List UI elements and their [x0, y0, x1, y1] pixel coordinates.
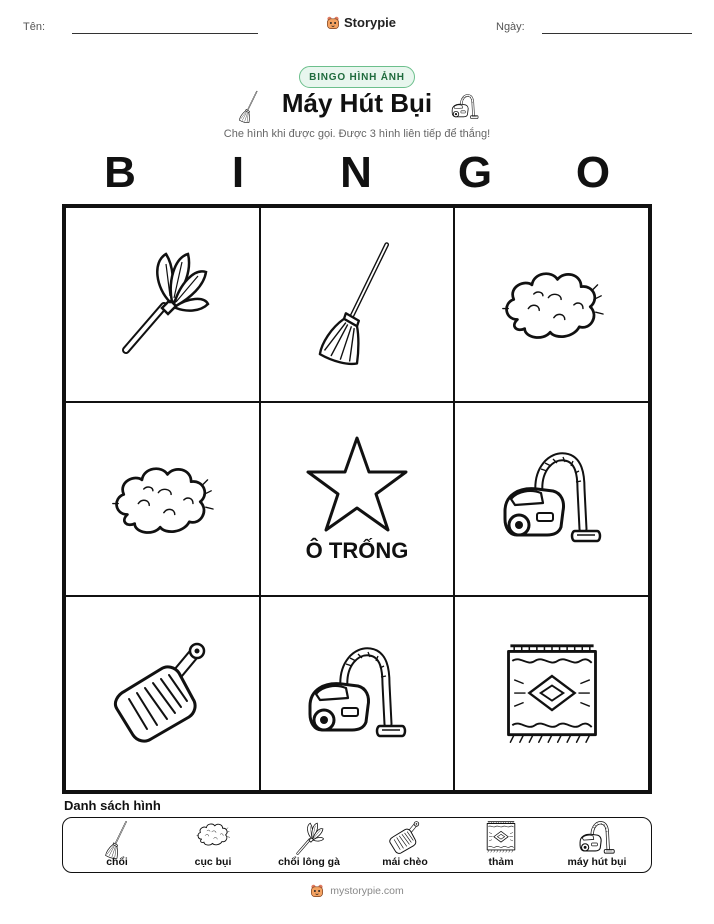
dust-ball-icon: [497, 263, 607, 345]
word-list-title: Danh sách hình: [64, 798, 161, 813]
list-item: [263, 818, 355, 868]
bingo-cell[interactable]: [454, 402, 649, 597]
feather-duster-icon: [293, 820, 325, 858]
instructions: Che hình khi được gọi. Được 3 hình liên tiếp để thắng!: [223, 128, 491, 140]
list-item-label: chổi lông gà: [278, 856, 340, 868]
rug-icon: [483, 820, 519, 854]
feather-duster-icon: [112, 244, 212, 364]
list-item: [71, 818, 163, 868]
bingo-letter-i: I: [231, 148, 245, 197]
bingo-letter-g: G: [457, 148, 493, 197]
page-title: Máy Hút Bụi: [281, 88, 433, 118]
bingo-cell[interactable]: [454, 207, 649, 402]
name-label: Tên:: [23, 21, 46, 33]
list-item: [455, 818, 547, 868]
vacuum-cleaner-icon: [497, 449, 607, 549]
bingo-cell[interactable]: [65, 596, 260, 791]
star-icon: [302, 434, 412, 534]
date-label: Ngày:: [496, 21, 525, 33]
bingo-letter-b: B: [104, 148, 136, 197]
free-space-cell[interactable]: [260, 402, 455, 597]
dustpan-icon: [387, 820, 423, 856]
vacuum-cleaner-icon: [577, 820, 617, 856]
footer-url[interactable]: mystorypie.com: [330, 885, 404, 897]
bingo-cell[interactable]: [65, 402, 260, 597]
list-item-label: mái chèo: [382, 856, 428, 868]
word-list: [62, 817, 652, 873]
bingo-cell[interactable]: [65, 207, 260, 402]
list-item: [167, 818, 259, 868]
list-item-label: máy hút bụi: [567, 856, 627, 868]
bingo-letter-n: N: [340, 148, 372, 197]
dustpan-icon: [107, 639, 217, 749]
brand-name: Storypie: [344, 15, 397, 30]
vacuum-cleaner-icon: [302, 644, 412, 744]
bingo-grid: [62, 204, 652, 794]
broom-icon: [102, 820, 132, 860]
footer: [0, 884, 714, 898]
dust-ball-icon: [107, 458, 217, 540]
vacuum-cleaner-icon: [450, 93, 480, 121]
bingo-cell[interactable]: [454, 596, 649, 791]
mascot-icon: [310, 884, 324, 898]
name-line[interactable]: [72, 33, 258, 34]
broom-icon: [307, 239, 407, 369]
date-line[interactable]: [542, 33, 692, 34]
brand-logo: [326, 15, 396, 30]
mascot-icon: [326, 16, 340, 30]
list-item-label: chổi: [106, 856, 128, 868]
list-item: [359, 818, 451, 868]
bingo-cell[interactable]: [260, 207, 455, 402]
category-tag: BINGO HÌNH ẢNH: [299, 66, 415, 88]
bingo-letter-o: O: [575, 148, 611, 197]
dust-ball-icon: [195, 820, 231, 848]
list-item-label: cục bụi: [194, 856, 232, 868]
list-item: [551, 818, 643, 868]
list-item-label: thảm: [488, 856, 514, 868]
rug-icon: [495, 642, 609, 746]
bingo-cell[interactable]: [260, 596, 455, 791]
free-space-label: Ô TRỐNG: [305, 537, 409, 563]
